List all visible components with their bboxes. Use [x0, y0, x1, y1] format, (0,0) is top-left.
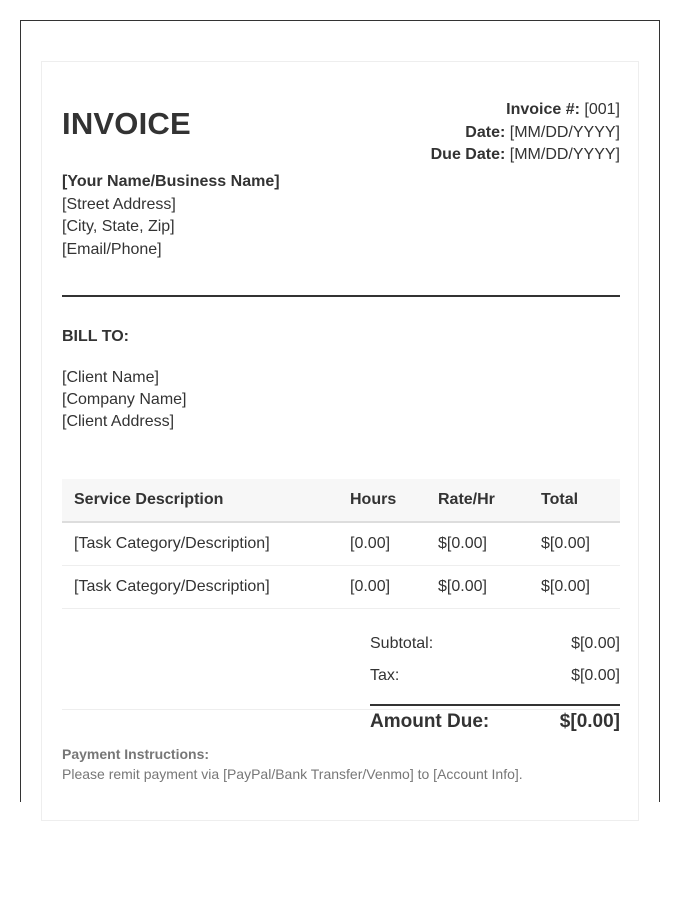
- invoice-due-date-label: Due Date:: [430, 146, 506, 163]
- invoice-number-value: [001]: [584, 101, 620, 118]
- invoice-number-line: [431, 99, 620, 122]
- row-rate: $[0.00]: [438, 535, 487, 552]
- header-rate: Rate/Hr: [438, 491, 495, 508]
- subtotal-value: $[0.00]: [571, 635, 620, 652]
- amount-due-value: $[0.00]: [559, 711, 620, 732]
- sender-street: [Street Address]: [62, 195, 176, 213]
- company-name: [Company Name]: [62, 391, 187, 408]
- bill-to-label: BILL TO:: [62, 328, 129, 345]
- invoice-date-value: [MM/DD/YYYY]: [509, 123, 620, 141]
- sender-city: [City, State, Zip]: [62, 218, 175, 235]
- row-description: [Task Category/Description]: [74, 578, 270, 595]
- invoice-meta: [431, 99, 620, 167]
- tax-value: $[0.00]: [571, 667, 620, 684]
- payment-instructions-label: Payment Instructions:: [62, 746, 210, 762]
- services-table: [62, 479, 620, 609]
- invoice-due-date-value: [MM/DD/YYYY]: [509, 146, 620, 163]
- client-name: [Client Name]: [62, 369, 159, 386]
- row-total: $[0.00]: [541, 578, 590, 595]
- row-description: [Task Category/Description]: [74, 535, 270, 552]
- tax-label: Tax:: [370, 667, 400, 684]
- amount-due-rule: [370, 704, 620, 706]
- sender-contact: [Email/Phone]: [62, 240, 162, 258]
- row-hours: [0.00]: [350, 578, 391, 595]
- table-header-row: [62, 479, 620, 523]
- header-total: Total: [541, 491, 579, 508]
- bill-to-block: [62, 367, 187, 433]
- totals-divider: [62, 709, 620, 710]
- header-service-description: Service Description: [74, 491, 224, 508]
- client-address: [Client Address]: [62, 413, 175, 430]
- subtotal-label: Subtotal:: [370, 635, 434, 652]
- invoice-date-label: Date:: [465, 123, 506, 141]
- row-hours: [0.00]: [350, 535, 391, 552]
- payment-instructions-text: Please remit payment via [PayPal/Bank Transfer/Venmo] to [Account Info].: [62, 766, 523, 782]
- invoice-number-label: Invoice #:: [506, 101, 580, 118]
- header-divider: [62, 295, 620, 297]
- row-total: $[0.00]: [541, 535, 590, 552]
- invoice-due-date-line: [431, 144, 620, 167]
- invoice-title: INVOICE: [62, 106, 191, 141]
- header-hours: Hours: [350, 491, 397, 508]
- table-row: [62, 566, 620, 609]
- sender-name: [Your Name/Business Name]: [62, 173, 280, 190]
- sender-block: [62, 171, 280, 261]
- table-row: [62, 523, 620, 566]
- amount-due-label: Amount Due:: [370, 711, 490, 732]
- row-rate: $[0.00]: [438, 578, 487, 595]
- invoice-date-line: [431, 122, 620, 145]
